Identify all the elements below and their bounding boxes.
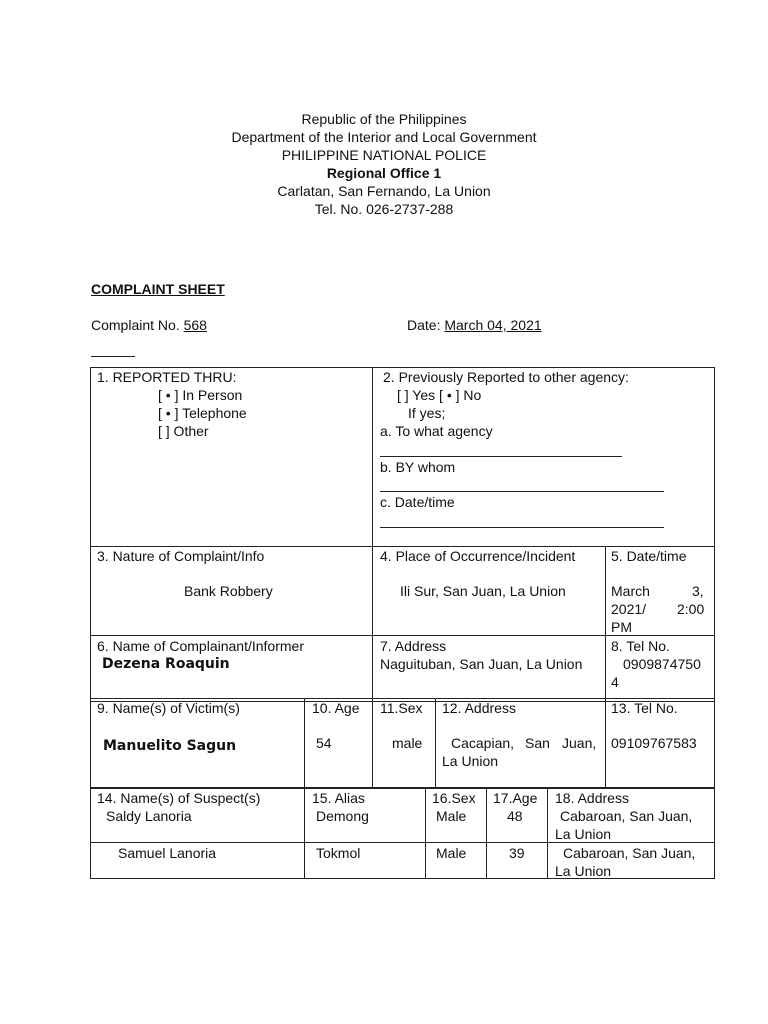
- divider: [372, 546, 373, 702]
- reported-thru-heading: 1. REPORTED THRU:: [97, 369, 237, 385]
- divider: [605, 698, 606, 788]
- previously-reported-heading: 2. Previously Reported to other agency:: [383, 369, 629, 385]
- suspects-age-label: 17.Age: [493, 790, 538, 806]
- suspect-address-line1: Cabaroan, San Juan,: [563, 845, 696, 861]
- letterhead: [0, 110, 768, 218]
- datetime-value-line2b: 2:00: [677, 601, 705, 617]
- option-in-person: [ • ] In Person: [158, 387, 243, 403]
- nature-value: Bank Robbery: [184, 583, 273, 599]
- victim-address-label: 12. Address: [442, 700, 516, 716]
- suspect-sex: Male: [436, 808, 467, 824]
- by-whom-label: b. BY whom: [380, 459, 456, 475]
- complaint-number-value: 568: [183, 317, 207, 333]
- divider: [304, 698, 305, 788]
- letterhead-phone: Tel. No. 026-2737-288: [314, 201, 454, 217]
- divider: [372, 698, 373, 788]
- letterhead-department: Department of the Interior and Local Government: [231, 129, 537, 145]
- victim-tel-value: 09109767583: [611, 735, 697, 751]
- complaint-date: [407, 316, 542, 334]
- suspect-alias: Tokmol: [316, 845, 361, 861]
- document-title: COMPLAINT SHEET: [91, 281, 225, 297]
- letterhead-address: Carlatan, San Fernando, La Union: [277, 183, 491, 199]
- suspect-age: 48: [507, 808, 523, 824]
- suspect-age: 39: [509, 845, 525, 861]
- victim-age-label: 10. Age: [312, 700, 360, 716]
- option-other: [ ] Other: [158, 423, 209, 439]
- victim-address-line1a: Cacapian,: [451, 735, 515, 751]
- divider: [547, 788, 548, 879]
- complainant-address-label: 7. Address: [380, 638, 447, 654]
- datetime-value-line1b: 3,: [692, 583, 704, 599]
- if-yes-label: If yes;: [408, 405, 446, 421]
- divider: [90, 842, 715, 843]
- suspects-address-label: 18. Address: [555, 790, 629, 806]
- complainant-label: 6. Name of Complainant/Informer: [97, 638, 304, 654]
- victim-sex-label: 11.Sex: [380, 700, 423, 716]
- victim-label: 9. Name(s) of Victim(s): [97, 700, 240, 716]
- datetime-value-line1a: March: [611, 583, 650, 599]
- suspect-address-line2: La Union: [555, 826, 612, 842]
- complainant-tel-line1: 0909874750: [623, 656, 701, 672]
- date-time-blank: [380, 527, 664, 528]
- divider: [304, 788, 305, 879]
- divider: [435, 698, 436, 788]
- victim-name: Manuelito Sagun: [103, 738, 237, 754]
- victim-tel-label: 13. Tel No.: [611, 700, 678, 716]
- datetime-value-line3: PM: [611, 619, 632, 635]
- letterhead-country: Republic of the Philippines: [301, 111, 467, 127]
- complaint-number: [91, 316, 207, 334]
- datetime-value-line2a: 2021/: [611, 601, 647, 617]
- victim-age-value: 54: [316, 735, 332, 751]
- agency-blank: [380, 456, 622, 457]
- suspect-sex: Male: [436, 845, 467, 861]
- suspect-name: Saldy Lanoria: [106, 808, 192, 824]
- date-time-label: c. Date/time: [380, 494, 455, 510]
- suspect-address-line2: La Union: [555, 863, 612, 879]
- divider: [372, 367, 373, 547]
- datetime-label: 5. Date/time: [611, 548, 687, 564]
- place-label: 4. Place of Occurrence/Incident: [380, 548, 576, 564]
- suspect-address-line1: Cabaroan, San Juan,: [560, 808, 693, 824]
- agency-label: a. To what agency: [380, 423, 493, 439]
- complaint-number-label: Complaint No.: [91, 317, 180, 333]
- complaint-date-label: Date:: [407, 317, 441, 333]
- divider: [486, 788, 487, 879]
- divider: [605, 546, 606, 702]
- nature-label: 3. Nature of Complaint/Info: [97, 548, 265, 564]
- complainant-address-value: Naguituban, San Juan, La Union: [380, 656, 583, 672]
- suspects-alias-label: 15. Alias: [312, 790, 365, 806]
- complainant-name: Dezena Roaquin: [102, 656, 230, 672]
- place-value: Ili Sur, San Juan, La Union: [400, 583, 566, 599]
- victim-address-line2: La Union: [442, 753, 499, 769]
- victim-sex-value: male: [392, 735, 423, 751]
- letterhead-agency: PHILIPPINE NATIONAL POLICE: [281, 147, 487, 163]
- complaint-date-value: March 04, 2021: [444, 317, 542, 333]
- letterhead-office: Regional Office 1: [326, 165, 442, 181]
- suspects-name-label: 14. Name(s) of Suspect(s): [97, 790, 261, 806]
- suspects-sex-label: 16.Sex: [432, 790, 476, 806]
- victim-address-line1b: San: [525, 735, 550, 751]
- previously-reported-options: [ ] Yes [ • ] No: [397, 387, 482, 403]
- by-whom-blank: [380, 491, 664, 492]
- victim-address-line1c: Juan,: [562, 735, 597, 751]
- option-telephone: [ • ] Telephone: [158, 405, 247, 421]
- blank-line: [91, 356, 135, 357]
- suspect-name: Samuel Lanoria: [118, 845, 217, 861]
- suspect-alias: Demong: [316, 808, 369, 824]
- complainant-tel-line2: 4: [611, 674, 619, 690]
- complainant-tel-label: 8. Tel No.: [611, 638, 670, 654]
- divider: [425, 788, 426, 879]
